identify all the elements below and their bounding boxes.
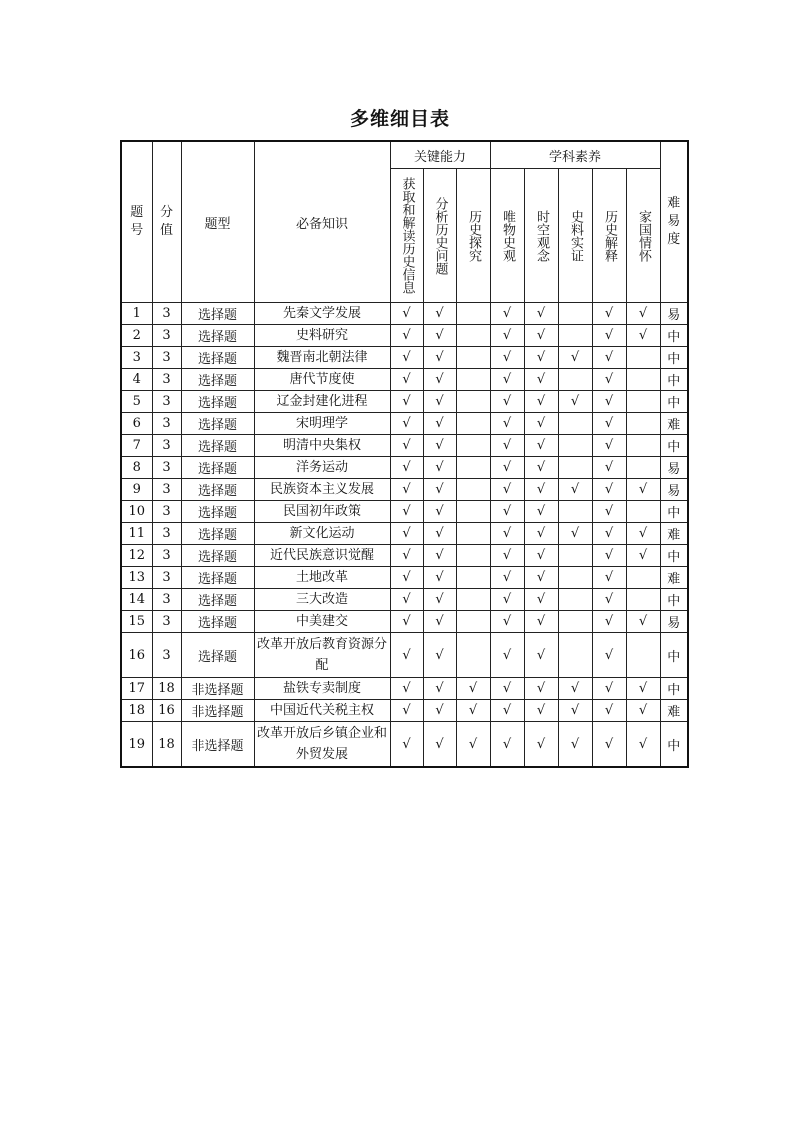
check-cell: √ [490,523,524,545]
check-cell: √ [558,391,592,413]
header-key-ability: 关键能力 [390,141,490,169]
header-ability-col: 历史探究 [456,169,490,303]
check-cell: √ [592,678,626,700]
check-cell: √ [524,325,558,347]
cell-question-no: 14 [121,589,152,611]
check-cell: √ [592,391,626,413]
check-cell: √ [524,501,558,523]
cell-type: 选择题 [181,369,254,391]
check-cell: √ [626,611,660,633]
table-row [121,633,688,678]
cell-score: 3 [152,457,181,479]
check-cell: √ [423,457,456,479]
check-cell: √ [490,325,524,347]
cell-type: 选择题 [181,325,254,347]
cell-score: 3 [152,479,181,501]
cell-question-no: 10 [121,501,152,523]
check-cell [456,369,490,391]
check-cell [558,303,592,325]
cell-question-no: 2 [121,325,152,347]
check-cell: √ [390,633,423,678]
cell-knowledge: 辽金封建化进程 [254,391,390,413]
cell-score: 16 [152,700,181,722]
table-row [121,700,688,722]
cell-difficulty: 中 [660,391,688,413]
check-cell: √ [592,545,626,567]
cell-knowledge: 土地改革 [254,567,390,589]
check-cell: √ [456,722,490,768]
check-cell: √ [558,479,592,501]
header-score: 分值 [152,141,181,303]
check-cell: √ [524,391,558,413]
check-cell: √ [592,501,626,523]
check-cell: √ [626,479,660,501]
check-cell [626,589,660,611]
table-row [121,391,688,413]
cell-knowledge: 改革开放后乡镇企业和外贸发展 [254,722,390,768]
check-cell: √ [390,545,423,567]
check-cell: √ [524,567,558,589]
cell-question-no: 19 [121,722,152,768]
check-cell: √ [390,413,423,435]
cell-knowledge: 盐铁专卖制度 [254,678,390,700]
cell-type: 选择题 [181,303,254,325]
check-cell: √ [524,303,558,325]
check-cell: √ [524,589,558,611]
check-cell [558,567,592,589]
table-row [121,457,688,479]
check-cell: √ [558,678,592,700]
cell-knowledge: 三大改造 [254,589,390,611]
check-cell: √ [423,633,456,678]
check-cell: √ [490,303,524,325]
table-row [121,589,688,611]
check-cell [626,369,660,391]
header-literacy-col: 家国情怀 [626,169,660,303]
check-cell: √ [524,523,558,545]
check-cell [456,413,490,435]
table-row [121,567,688,589]
table-row [121,435,688,457]
cell-type: 选择题 [181,611,254,633]
check-cell: √ [592,347,626,369]
table-row [121,722,688,768]
check-cell: √ [390,457,423,479]
check-cell: √ [456,700,490,722]
cell-knowledge: 改革开放后教育资源分配 [254,633,390,678]
check-cell: √ [592,325,626,347]
check-cell [456,479,490,501]
cell-type: 选择题 [181,523,254,545]
check-cell: √ [626,303,660,325]
check-cell: √ [592,369,626,391]
cell-knowledge: 魏晋南北朝法律 [254,347,390,369]
table-row [121,369,688,391]
check-cell [558,589,592,611]
cell-difficulty: 难 [660,700,688,722]
cell-type: 非选择题 [181,722,254,768]
check-cell: √ [490,611,524,633]
table-row [121,479,688,501]
cell-question-no: 17 [121,678,152,700]
check-cell: √ [423,347,456,369]
check-cell: √ [626,523,660,545]
cell-score: 3 [152,567,181,589]
check-cell: √ [524,347,558,369]
cell-difficulty: 中 [660,589,688,611]
cell-knowledge: 宋明理学 [254,413,390,435]
check-cell: √ [423,369,456,391]
check-cell: √ [423,391,456,413]
table-row [121,501,688,523]
cell-question-no: 5 [121,391,152,413]
check-cell: √ [423,722,456,768]
cell-question-no: 11 [121,523,152,545]
check-cell: √ [490,589,524,611]
cell-question-no: 16 [121,633,152,678]
check-cell [558,369,592,391]
check-cell [456,391,490,413]
check-cell: √ [592,700,626,722]
cell-score: 18 [152,722,181,768]
check-cell [626,413,660,435]
header-literacy-col: 历史解释 [592,169,626,303]
cell-score: 3 [152,589,181,611]
check-cell: √ [524,545,558,567]
cell-score: 3 [152,413,181,435]
check-cell: √ [558,700,592,722]
check-cell: √ [423,413,456,435]
cell-knowledge: 民国初年政策 [254,501,390,523]
check-cell: √ [423,303,456,325]
check-cell: √ [390,347,423,369]
check-cell: √ [423,678,456,700]
check-cell [456,435,490,457]
check-cell: √ [390,611,423,633]
check-cell [456,325,490,347]
cell-difficulty: 易 [660,457,688,479]
check-cell [558,413,592,435]
cell-difficulty: 易 [660,303,688,325]
cell-difficulty: 难 [660,567,688,589]
cell-type: 选择题 [181,567,254,589]
cell-knowledge: 新文化运动 [254,523,390,545]
cell-type: 选择题 [181,435,254,457]
check-cell: √ [423,523,456,545]
table-header [121,141,688,303]
cell-question-no: 7 [121,435,152,457]
header-literacy-col: 史料实证 [558,169,592,303]
cell-type: 选择题 [181,479,254,501]
check-cell [626,501,660,523]
cell-difficulty: 易 [660,479,688,501]
header-ability-col: 获取和解读历史信息 [390,169,423,303]
cell-difficulty: 中 [660,501,688,523]
check-cell: √ [390,325,423,347]
cell-difficulty: 中 [660,435,688,457]
header-knowledge: 必备知识 [254,141,390,303]
cell-difficulty: 中 [660,369,688,391]
check-cell [456,633,490,678]
check-cell: √ [390,567,423,589]
cell-type: 选择题 [181,589,254,611]
table-row [121,303,688,325]
check-cell: √ [592,589,626,611]
cell-score: 3 [152,611,181,633]
check-cell: √ [490,369,524,391]
check-cell: √ [592,413,626,435]
check-cell [558,325,592,347]
cell-question-no: 15 [121,611,152,633]
check-cell: √ [390,523,423,545]
check-cell: √ [423,435,456,457]
check-cell: √ [390,678,423,700]
check-cell: √ [490,501,524,523]
table-body [121,303,688,768]
cell-type: 选择题 [181,347,254,369]
cell-difficulty: 难 [660,523,688,545]
check-cell: √ [390,501,423,523]
cell-question-no: 13 [121,567,152,589]
check-cell: √ [592,435,626,457]
check-cell: √ [626,678,660,700]
table-row [121,611,688,633]
check-cell [558,611,592,633]
check-cell: √ [390,391,423,413]
check-cell: √ [423,501,456,523]
check-cell: √ [423,589,456,611]
cell-knowledge: 近代民族意识觉醒 [254,545,390,567]
check-cell: √ [456,678,490,700]
check-cell: √ [490,633,524,678]
check-cell: √ [423,325,456,347]
check-cell: √ [524,722,558,768]
cell-difficulty: 中 [660,722,688,768]
check-cell: √ [390,700,423,722]
check-cell: √ [626,700,660,722]
header-literacy-col: 时空观念 [524,169,558,303]
cell-difficulty: 易 [660,611,688,633]
cell-difficulty: 中 [660,633,688,678]
cell-question-no: 6 [121,413,152,435]
check-cell: √ [524,479,558,501]
check-cell: √ [524,633,558,678]
check-cell: √ [592,523,626,545]
check-cell [558,435,592,457]
check-cell [626,457,660,479]
detail-table [120,140,689,768]
check-cell: √ [524,413,558,435]
cell-type: 选择题 [181,501,254,523]
check-cell: √ [592,722,626,768]
cell-difficulty: 难 [660,413,688,435]
check-cell [558,501,592,523]
cell-question-no: 9 [121,479,152,501]
check-cell: √ [524,369,558,391]
cell-score: 3 [152,501,181,523]
cell-question-no: 4 [121,369,152,391]
check-cell: √ [490,413,524,435]
cell-question-no: 12 [121,545,152,567]
header-type: 题型 [181,141,254,303]
check-cell [626,633,660,678]
cell-score: 3 [152,347,181,369]
cell-type: 选择题 [181,413,254,435]
check-cell: √ [423,479,456,501]
table-row [121,347,688,369]
cell-question-no: 1 [121,303,152,325]
cell-score: 18 [152,678,181,700]
cell-score: 3 [152,435,181,457]
check-cell: √ [390,435,423,457]
cell-score: 3 [152,303,181,325]
check-cell: √ [390,589,423,611]
cell-type: 选择题 [181,545,254,567]
cell-knowledge: 史料研究 [254,325,390,347]
cell-score: 3 [152,325,181,347]
check-cell: √ [490,678,524,700]
check-cell: √ [490,457,524,479]
check-cell: √ [592,633,626,678]
check-cell: √ [524,611,558,633]
check-cell: √ [490,700,524,722]
check-cell: √ [558,523,592,545]
cell-score: 3 [152,633,181,678]
table-row [121,678,688,700]
check-cell: √ [524,435,558,457]
check-cell: √ [390,369,423,391]
check-cell: √ [423,567,456,589]
check-cell [456,611,490,633]
cell-score: 3 [152,369,181,391]
cell-type: 非选择题 [181,678,254,700]
header-ability-col: 分析历史问题 [423,169,456,303]
check-cell [456,589,490,611]
cell-type: 选择题 [181,457,254,479]
check-cell: √ [626,722,660,768]
check-cell: √ [592,303,626,325]
check-cell: √ [524,700,558,722]
table-row [121,523,688,545]
table-row [121,545,688,567]
check-cell: √ [592,479,626,501]
check-cell [558,633,592,678]
check-cell [626,347,660,369]
check-cell [456,501,490,523]
table-row [121,413,688,435]
cell-score: 3 [152,391,181,413]
check-cell: √ [423,700,456,722]
check-cell [558,457,592,479]
check-cell [456,347,490,369]
check-cell: √ [423,611,456,633]
check-cell: √ [626,545,660,567]
check-cell: √ [558,722,592,768]
check-cell [456,545,490,567]
cell-question-no: 3 [121,347,152,369]
header-literacy: 学科素养 [490,141,660,169]
cell-knowledge: 民族资本主义发展 [254,479,390,501]
table-row [121,325,688,347]
cell-knowledge: 中国近代关税主权 [254,700,390,722]
check-cell [558,545,592,567]
check-cell: √ [490,567,524,589]
cell-knowledge: 先秦文学发展 [254,303,390,325]
check-cell: √ [390,479,423,501]
check-cell [626,391,660,413]
check-cell: √ [592,457,626,479]
check-cell: √ [390,722,423,768]
cell-knowledge: 洋务运动 [254,457,390,479]
check-cell: √ [390,303,423,325]
check-cell: √ [490,722,524,768]
cell-difficulty: 中 [660,545,688,567]
check-cell: √ [423,545,456,567]
cell-difficulty: 中 [660,325,688,347]
check-cell [456,523,490,545]
cell-score: 3 [152,545,181,567]
check-cell: √ [490,479,524,501]
check-cell: √ [490,435,524,457]
cell-knowledge: 明清中央集权 [254,435,390,457]
check-cell: √ [626,325,660,347]
cell-type: 选择题 [181,633,254,678]
check-cell: √ [558,347,592,369]
cell-difficulty: 中 [660,347,688,369]
cell-score: 3 [152,523,181,545]
cell-knowledge: 中美建交 [254,611,390,633]
cell-knowledge: 唐代节度使 [254,369,390,391]
header-literacy-col: 唯物史观 [490,169,524,303]
check-cell [626,435,660,457]
cell-difficulty: 中 [660,678,688,700]
check-cell: √ [592,611,626,633]
check-cell: √ [490,391,524,413]
check-cell: √ [592,567,626,589]
check-cell [456,457,490,479]
page-title: 多维细目表 [349,108,450,130]
check-cell: √ [524,457,558,479]
cell-question-no: 8 [121,457,152,479]
cell-type: 非选择题 [181,700,254,722]
check-cell: √ [490,347,524,369]
cell-type: 选择题 [181,391,254,413]
check-cell: √ [524,678,558,700]
header-difficulty: 难易度 [660,141,688,303]
check-cell [456,567,490,589]
header-question-no: 题号 [121,141,152,303]
cell-question-no: 18 [121,700,152,722]
check-cell: √ [490,545,524,567]
check-cell [456,303,490,325]
check-cell [626,567,660,589]
